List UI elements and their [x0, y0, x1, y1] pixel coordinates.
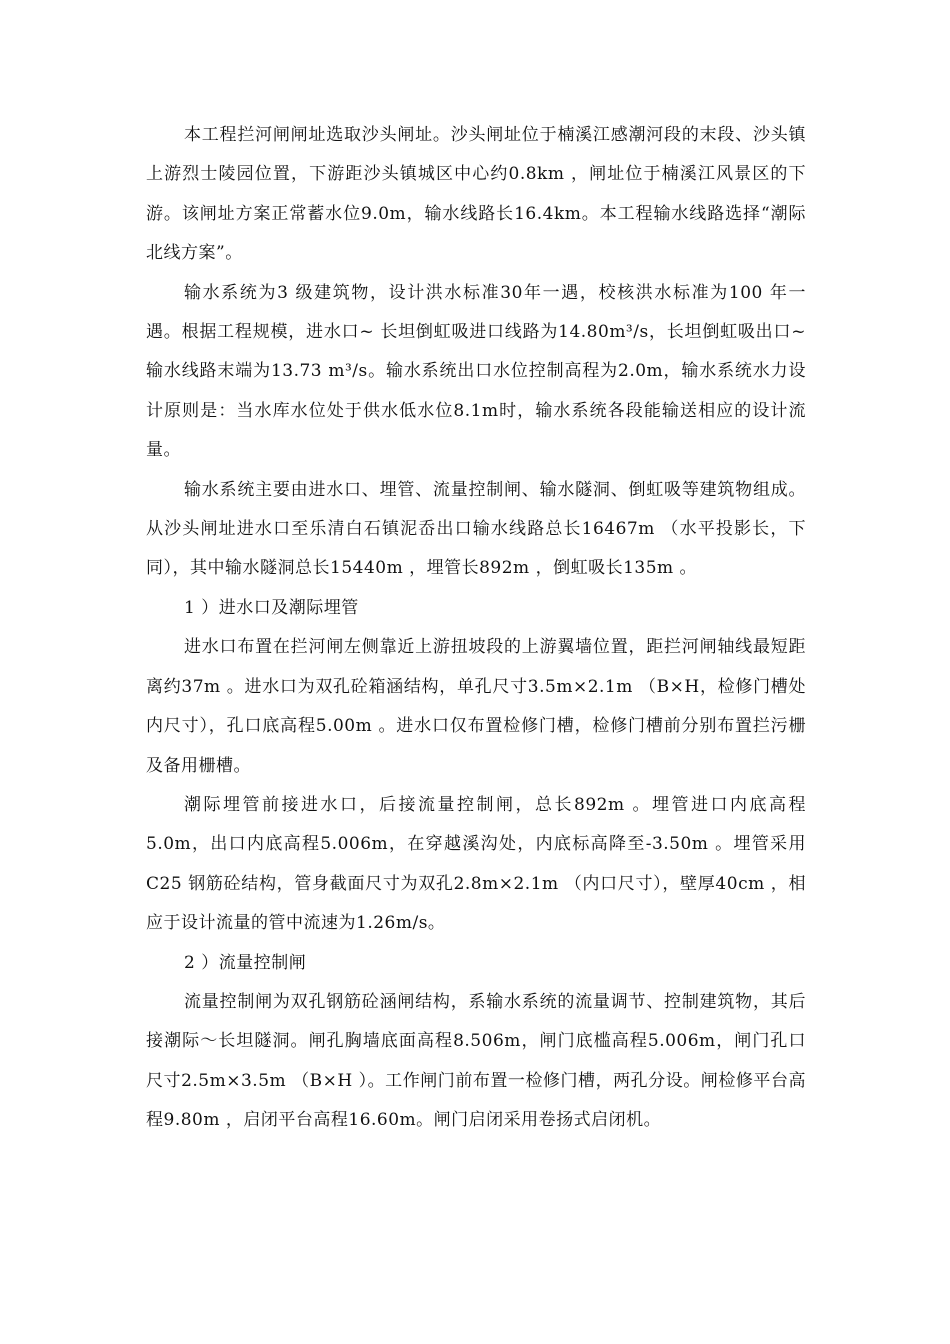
paragraph-intake: 进水口布置在拦河闸左侧靠近上游扭坡段的上游翼墙位置，距拦河闸轴线最短距离约37m 。进水口为双孔砼箱涵结构，单孔尺寸3.5m×2.1m （B×H，检修门槽处内尺寸），孔口底高程5.00m 。进水口仅布置检修门槽，检修门槽前分别布置拦污栅及备用栅槽。: [146, 637, 806, 776]
section-heading-intake: 1 ）进水口及潮际埋管: [184, 597, 359, 618]
document-body: [146, 116, 806, 1141]
paragraph-flow-control-gate: 流量控制闸为双孔钢筋砼涵闸结构，系输水系统的流量调节、控制建筑物，其后接潮际～长坦隧洞。闸孔胸墙底面高程8.506m，闸门底槛高程5.006m，闸门孔口尺寸2.5m×3.5m （B×H ）。工作闸门前布置一检修门槽，两孔分设。闸检修平台高程9.80m ，启闭平台高程16.60m。闸门启闭采用卷扬式启闭机。: [146, 991, 806, 1131]
paragraph-water-system-standards: 输水系统为3 级建筑物，设计洪水标准30年一遇，校核洪水标准为100 年一遇。根据工程规模，进水口~ 长坦倒虹吸进口线路为14.80m³/s，长坦倒虹吸出口~ 输水线路末端为13.73 m³/s。输水系统出口水位控制高程为2.0m，输水系统水力设计原则是：当水库水位处于供水低水位8.1m时，输水系统各段能输送相应的设计流量。: [146, 282, 806, 461]
section-heading-flow-control-gate: 2 ）流量控制闸: [184, 952, 307, 973]
paragraph-buried-pipe: 潮际埋管前接进水口，后接流量控制闸，总长892m 。埋管进口内底高程5.0m，出口内底高程5.006m，在穿越溪沟处，内底标高降至-3.50m 。埋管采用C25 钢筋砼结构，管身截面尺寸为双孔2.8m×2.1m （内口尺寸），壁厚40cm ，相应于设计流量的管中流速为1.26m/s。: [146, 794, 806, 934]
paragraph-system-composition: 输水系统主要由进水口、埋管、流量控制闸、输水隧洞、倒虹吸等建筑物组成。从沙头闸址进水口至乐清白石镇泥岙出口输水线路总长16467m （水平投影长，下同），其中输水隧洞总长15440m ，埋管长892m ，倒虹吸长135m 。: [146, 479, 806, 579]
paragraph-barrage-site: 本工程拦河闸闸址选取沙头闸址。沙头闸址位于楠溪江感潮河段的末段、沙头镇上游烈士陵园位置，下游距沙头镇城区中心约0.8km ，闸址位于楠溪江风景区的下游。该闸址方案正常蓄水位9.0m，输水线路长16.4km。本工程输水线路选择“潮际北线方案”。: [146, 125, 806, 264]
